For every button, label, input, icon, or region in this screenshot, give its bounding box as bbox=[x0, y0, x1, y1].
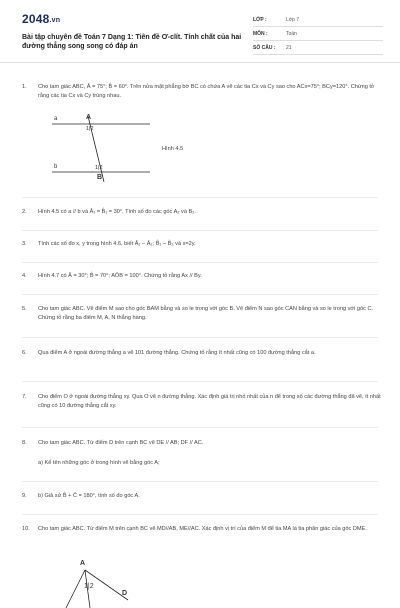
separator bbox=[22, 514, 378, 515]
question-text: Qua điểm A ở ngoài đường thẳng a vẽ 101 đường thẳng. Chứng tỏ rằng ít nhất cũng có 100 đường thẳng cắt a. bbox=[38, 350, 316, 356]
site-logo[interactable] bbox=[22, 12, 60, 26]
label-angles-A: 1|2 bbox=[86, 126, 94, 132]
question-text: Tính các số đo x, y trong hình 4.6, biết Â₁ − Â₂; B̂₁ − B̂₂ và x=2y. bbox=[38, 241, 196, 247]
meta-class bbox=[253, 14, 383, 27]
question-text: Cho tam giác ABC, Â = 75°; B̂ = 60°. Trên nửa mặt phẳng bờ BC có chứa A vẽ các tia Cx và Cy sao cho ACx=75°; BCy=120°. Chứng tỏ rằng các tia Cx và Cy trùng nhau. bbox=[38, 84, 375, 99]
label-angles-B: 1|2 bbox=[95, 165, 103, 171]
figure-q10 bbox=[60, 568, 140, 608]
question-text: Hình 4.7 có Â = 30°; B̂ = 70°; AÔB = 100°. Chứng tỏ rằng Ax // By. bbox=[38, 273, 202, 279]
meta-subject-value: Toán bbox=[286, 31, 297, 37]
meta-count-value: 21 bbox=[286, 45, 292, 51]
question-text: a) Kể tên những góc ở trong hình vẽ bằng góc A; bbox=[38, 460, 160, 466]
label-point-B: B bbox=[97, 174, 103, 181]
separator bbox=[22, 381, 378, 382]
separator bbox=[22, 481, 378, 482]
question-text: Hình 4.5 có a // b và Â₁ = B̂₁ = 30°. Tính số đo các góc A₂ và B₂. bbox=[38, 209, 196, 215]
document-title: Bài tập chuyên đề Toán 7 Dạng 1: Tiên đề Ơ-clít. Tính chất của hai đường thẳng song song có đáp án bbox=[22, 34, 242, 50]
label-point-D: D bbox=[122, 590, 128, 597]
question-number: 8. bbox=[22, 440, 27, 446]
question-number: 6. bbox=[22, 350, 27, 356]
question-text: Cho tam giác ABC. Từ điểm D trên cạnh BC vẽ DE // AB; DF // AC. bbox=[38, 440, 204, 446]
label-point-A: A bbox=[86, 114, 92, 121]
separator bbox=[22, 427, 378, 428]
meta-count bbox=[253, 42, 383, 55]
line-AB bbox=[66, 570, 85, 608]
question-text: Cho điểm O ở ngoài đường thẳng xy. Qua O vẽ n đường thẳng. Xác định giá trị nhỏ nhất của n để trong số các đường thẳng đã vẽ, ít nhất cũng có 10 đường thẳng cắt xy. bbox=[38, 394, 381, 409]
label-b: b bbox=[54, 164, 58, 170]
question-text: Cho tam giác ABC. Từ điểm M trên cạnh BC vẽ MD//AB, ME//AC. Xác định vị trí của điểm M để tia MA là tia phân giác của góc DME. bbox=[38, 526, 367, 532]
question-number: 5. bbox=[22, 306, 27, 312]
question-number: 3. bbox=[22, 241, 27, 247]
meta-class-label: LỚP : bbox=[253, 17, 267, 23]
question-number: 1. bbox=[22, 84, 27, 90]
separator bbox=[22, 230, 378, 231]
label-a: a bbox=[54, 116, 58, 122]
figure-4-5 bbox=[40, 116, 160, 196]
question-number: 10. bbox=[22, 526, 30, 532]
separator bbox=[22, 294, 378, 295]
separator bbox=[22, 197, 378, 198]
label-point-A: A bbox=[80, 560, 86, 567]
meta-subject bbox=[253, 28, 383, 41]
meta-subject-label: MÔN : bbox=[253, 31, 268, 37]
question-text: b) Giả sử B̂ + Ĉ = 180°, tính số đo góc A. bbox=[38, 493, 140, 499]
question-number: 2. bbox=[22, 209, 27, 215]
question-number: 4. bbox=[22, 273, 27, 279]
logo-suffix: .vn bbox=[49, 17, 61, 24]
meta-count-label: SỐ CÂU : bbox=[253, 45, 276, 51]
page-header bbox=[0, 0, 400, 63]
label-angles: 1|2 bbox=[84, 583, 94, 590]
logo-text: 2048 bbox=[22, 12, 50, 26]
question-number: 9. bbox=[22, 493, 27, 499]
question-text: Cho tam giác ABC. Vẽ điểm M sao cho góc BAM bằng và so le trong với góc B. Vẽ điểm N sao góc CAN bằng và so le trong với góc C. Chứng tỏ rằng ba điểm M, A, N thẳng hàng. bbox=[38, 306, 374, 321]
figure-caption: Hình 4.5 bbox=[162, 146, 184, 152]
question-number: 7. bbox=[22, 394, 27, 400]
separator bbox=[22, 337, 378, 338]
meta-class-value: Lớp 7 bbox=[286, 17, 300, 23]
separator bbox=[22, 262, 378, 263]
